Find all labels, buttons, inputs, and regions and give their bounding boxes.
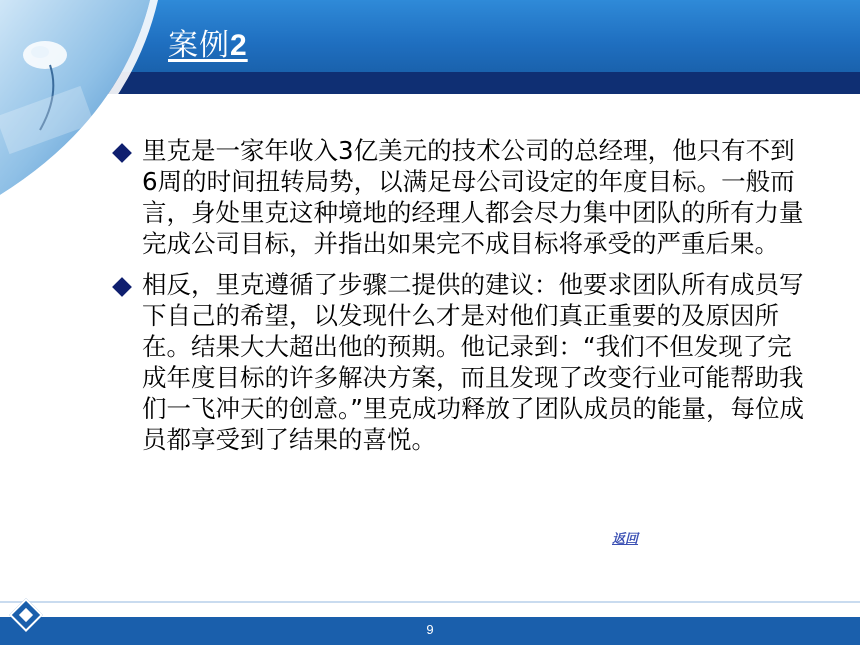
- slide-title: 案例2: [168, 28, 248, 63]
- bullet-item: [107, 269, 817, 455]
- back-link[interactable]: 返回: [612, 532, 639, 547]
- bullet-list: [107, 135, 817, 465]
- diamond-bullet-icon: [112, 143, 132, 163]
- footer-divider: [0, 601, 860, 603]
- page-number: 9: [426, 622, 434, 637]
- bullet-item: [107, 135, 817, 259]
- bullet-text: 相反，里克遵循了步骤二提供的建议：他要求团队所有成员写下自己的希望，以发现什么才是对他们真正重要的及原因所在。结果大大超出他的预期。他记录到：“我们不但发现了完成年度目标的许多解决方案，而且发现了改变行业可能帮助我们一飞冲天的创意。”里克成功释放了团队成员的能量，每位成员都享受到了结果的喜悦。: [142, 270, 804, 454]
- bullet-text: 里克是一家年收入3亿美元的技术公司的总经理，他只有不到6周的时间扭转局势，以满足母公司设定的年度目标。一般而言，身处里克这种境地的经理人都会尽力集中团队的所有力量完成公司目标，并指出如果完不成目标将承受的严重后果。: [142, 136, 804, 258]
- diamond-bullet-icon: [112, 277, 132, 297]
